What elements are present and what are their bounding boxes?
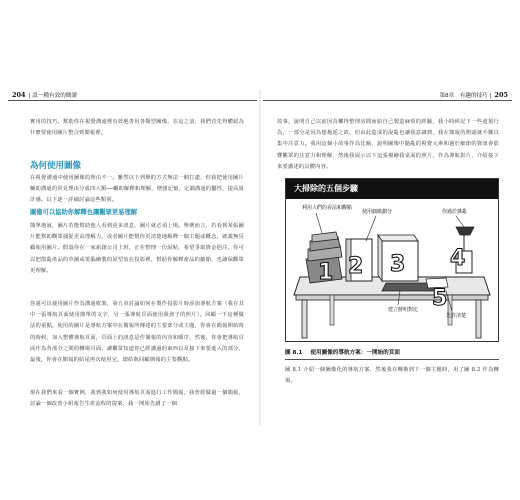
desk-illustration <box>286 199 498 341</box>
book-gutter <box>259 90 261 426</box>
step-number-2: 2 <box>348 254 364 279</box>
callout-line <box>316 213 322 233</box>
right-page <box>263 83 512 428</box>
left-paragraph-3: 簡單地說，圖片若能幫助他人看到更多訊息，圖片就必須上場。舉例而言，若看到某張圖片能幫助觀眾捕捉更高理解力，或者圖片能幫你更清楚地解釋一個主題或概念，就義無反顧使用圖片。假設你在一家新創公司上班，正在整理一份說帖，希望爭取資金挹注，你可以把散亂產品的草圖或電腦繪製的原型放在投影裡，幫助你解釋產品的細節，也讓保觀眾更理解。 <box>30 223 244 274</box>
right-paragraph-2: 圖 8.1 介紹一個圖像化的導航方案，然後我在轉換到下一個主題時，用了圖 8.2 作為轉場。 <box>285 367 499 385</box>
step-number-1: 1 <box>318 260 334 285</box>
left-paragraph-5: 現在我們來看一個實例，我到我如何使用導航頁面進行工作簡報，我曾經做過一個簡報，討論一個改善小組報告生產流程的提案，我一開始先講了一個 <box>30 390 244 408</box>
left-page-header <box>12 91 77 99</box>
left-page <box>8 83 257 428</box>
step-number-3: 3 <box>390 252 406 277</box>
right-running-head: 第8章 有趣的技巧 | <box>439 93 492 99</box>
callout-label-3: 建立鮮明對比 <box>388 307 419 313</box>
left-paragraph-4: 你還可以使用圖片作為溝通框架，第五章討論如何在製作投影片時添加導航方案（我在其中一張導航頁面使用簡單的文字，另一張導航頁面使用我孩子的照片）。回顧一下這種做法的重點，使用的圖片是導航方案中在簡報所傳達的主要部分或主題，你會在簡報開始時的時候，加入整體導航頁面，頁面上的訊息是作簡報的內容和順序，然後，你會把導航頁面作為各部分之間的轉場頁面，讓觀眾知道你已經講過的東西以及接下來要進入的部分，最後，你會在簡報的結尾再次使用它，總結與回顧簡報的主要觀點。 <box>30 301 244 364</box>
caption-rule <box>285 359 499 360</box>
figure-navigation-desk <box>285 178 499 342</box>
callout-label-2: 使用細緻劃分 <box>362 209 393 215</box>
right-header-rule <box>263 100 512 101</box>
subsection-heading: 圖像可以協助你解釋也讓觀眾更易理解 <box>30 209 138 216</box>
left-paragraph-2: 在視覺溝通中使用圖像的理由不一。雖然以下列舉的方式無法一網打盡，但我把使用圖片輔助溝通的常見理由分成四大類──輔助解釋和理解，增強記憶，定調溝通的屬性，提高設計感。以下逐一詳細討論這些類別。 <box>30 175 244 204</box>
figure-title: 大掃除的五個步驟 <box>286 179 498 199</box>
step-number-5: 5 <box>432 286 448 311</box>
right-page-header <box>439 91 508 99</box>
step-number-4: 4 <box>450 246 466 271</box>
section-heading: 為何使用圖像 <box>30 161 82 171</box>
left-header-rule <box>8 100 257 101</box>
callout-line <box>456 216 464 227</box>
caption-text: 使用圖像的導航方案：一開始的頁面 <box>310 350 400 356</box>
left-paragraph-1: 實用的技巧，幫助你在視覺溝通裡有效地善用各類型圖像。在這之前，我們首先得體認為什麼要使用圖片整合到簡報裡。 <box>30 119 244 137</box>
callout-line <box>366 216 376 241</box>
callout-label-5: 先許清楚 <box>446 313 467 319</box>
caption-label: 圖 8.1 <box>285 350 303 356</box>
figure-caption <box>285 348 400 356</box>
left-page-number: 204 <box>12 91 26 99</box>
callout-label-4: 你過於雜亂 <box>442 209 468 215</box>
left-running-head: | 設一種有效的閱讀 <box>28 93 77 99</box>
desk-leg <box>302 300 307 338</box>
callout-label-1: 利用人們的看法和觀點 <box>302 205 353 211</box>
desk-edge <box>296 295 488 300</box>
desk-leg <box>476 300 481 338</box>
right-page-number: 205 <box>494 91 508 99</box>
desk-leg <box>330 295 334 325</box>
right-paragraph-1: 故事，說明自己以前因為懶得整理房間而給自己製造麻煩的經驗，我小時候記下一些違規行為，一部分是因為想拖延之故，但由此造成的混亂也讓我意識到，我在簡報的開頭就不難以集中注意力。我用這個小故事作為比喻，說明圖像中隨亂的視覺元素和過於細節的資訊會影響觀眾的注意力和理解，然後我展示以下這張描繪我桌面的照片，作為導航影片，介紹接下來要講述的具體內容。 <box>277 119 499 170</box>
